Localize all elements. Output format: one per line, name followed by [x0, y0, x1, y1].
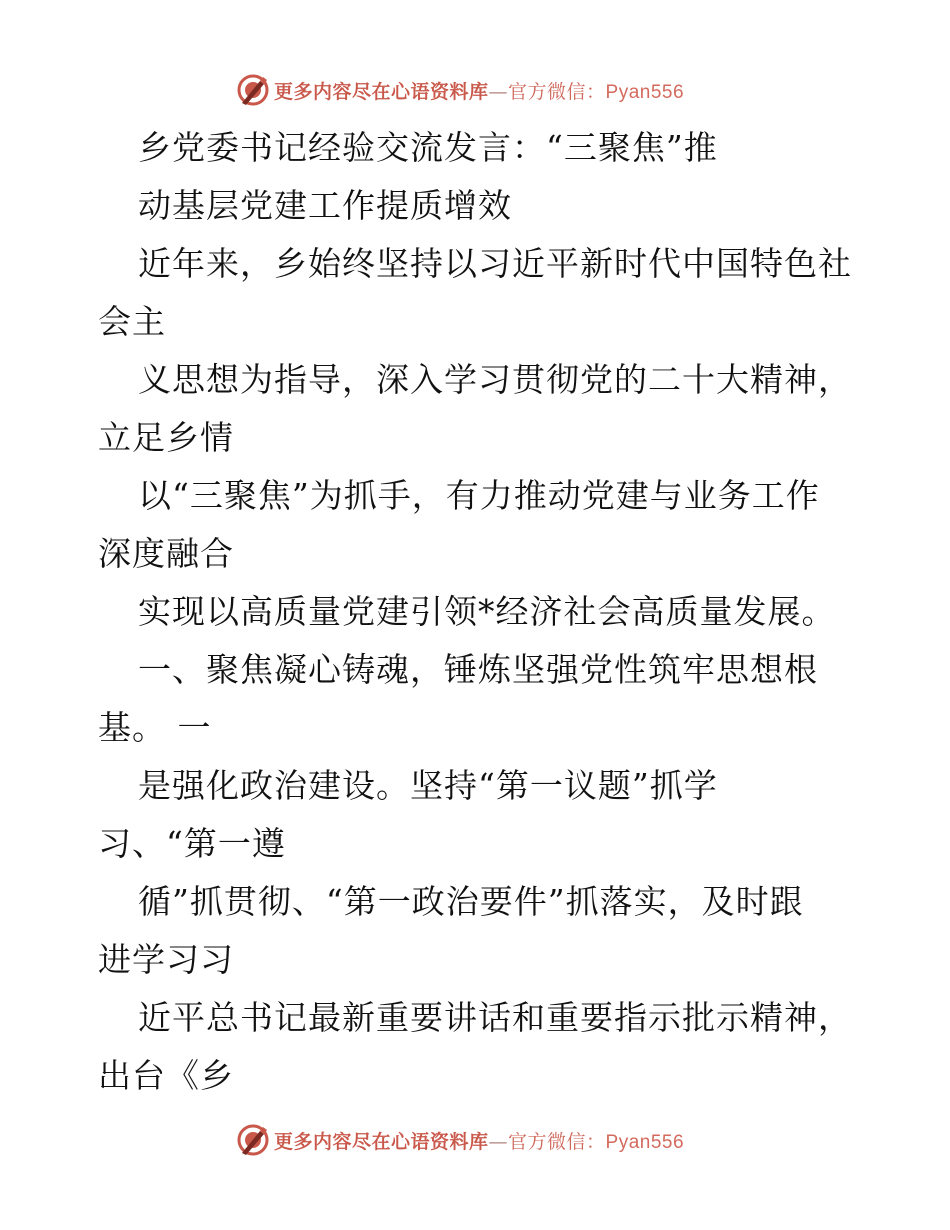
- document-line: 循”抓贯彻、“第一政治要件”抓落实，及时跟: [138, 882, 804, 921]
- footer-separator: —: [488, 1130, 509, 1153]
- header-banner: [236, 72, 684, 108]
- document-line: 义思想为指导，深入学习贯彻党的二十大精神，: [138, 360, 852, 399]
- document-line: 习、“第一遵: [98, 824, 286, 863]
- document-line: 深度融合: [98, 534, 234, 573]
- footer-banner: [236, 1122, 684, 1158]
- header-site-text: 更多内容尽在心语资料库: [274, 80, 489, 103]
- footer-wechat-label: 官方微信：: [508, 1130, 606, 1153]
- document-line: 以“三聚焦”为抓手，有力推动党建与业务工作: [138, 476, 820, 515]
- pen-logo-icon: [236, 73, 270, 107]
- document-line: 会主: [98, 302, 166, 341]
- document-line: 是强化政治建设。坚持“第一议题”抓学: [138, 766, 718, 805]
- document-line: 乡党委书记经验交流发言：“三聚焦”推: [138, 128, 718, 167]
- document-line: 近年来，乡始终坚持以习近平新时代中国特色社: [138, 244, 852, 283]
- footer-wechat-id: Pyan556: [605, 1131, 685, 1153]
- document-line: 基。 一: [98, 708, 212, 747]
- header-separator: —: [488, 80, 509, 103]
- footer-site-text: 更多内容尽在心语资料库: [274, 1130, 489, 1153]
- document-body: [98, 119, 878, 1105]
- document-line: 出台《乡: [98, 1056, 234, 1095]
- header-wechat-label: 官方微信：: [508, 80, 606, 103]
- document-line: 进学习习: [98, 940, 234, 979]
- header-banner-text: [274, 77, 684, 104]
- footer-banner-text: [274, 1127, 684, 1154]
- document-line: 立足乡情: [98, 418, 234, 457]
- document-line: 近平总书记最新重要讲话和重要指示批示精神，: [138, 998, 852, 1037]
- document-line: 一、聚焦凝心铸魂，锤炼坚强党性筑牢思想根: [138, 650, 818, 689]
- document-line: 实现以高质量党建引领*经济社会高质量发展。: [138, 592, 836, 631]
- document-line: 动基层党建工作提质增效: [138, 186, 512, 225]
- pen-logo-icon: [236, 1123, 270, 1157]
- header-wechat-id: Pyan556: [605, 81, 685, 103]
